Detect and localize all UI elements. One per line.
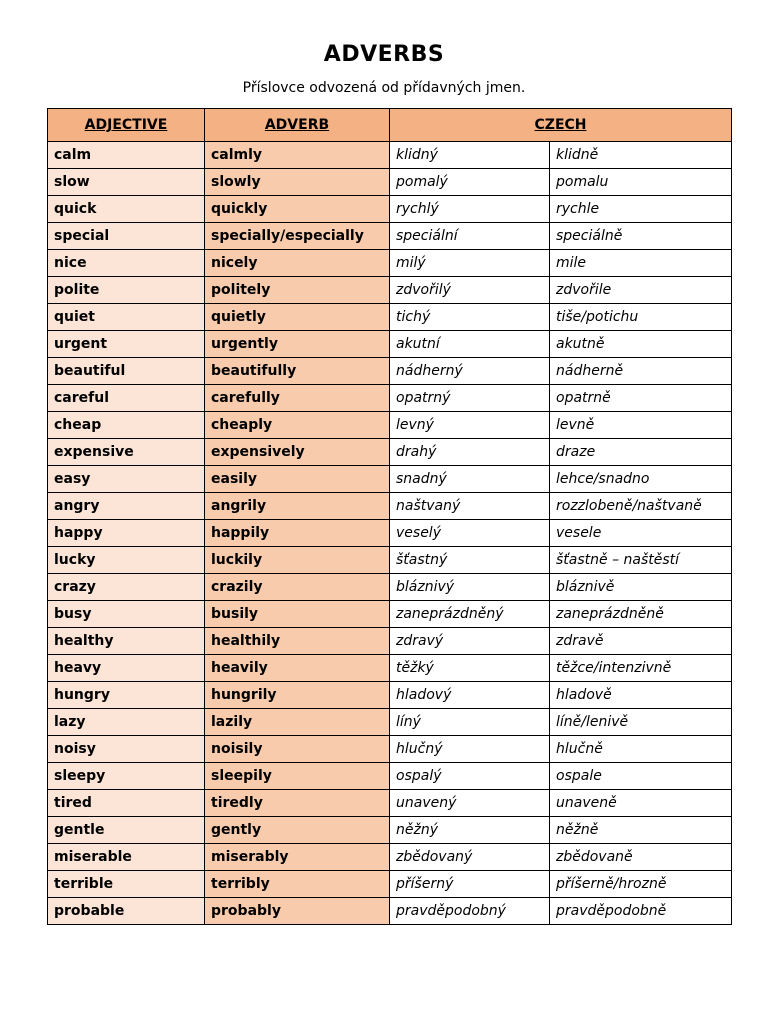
adverb-cell: nicely [205,250,390,277]
adverb-cell: busily [205,601,390,628]
adverb-cell: carefully [205,385,390,412]
table-row [48,304,732,331]
table-header-row [48,109,732,142]
czech-adverb-cell: hlučně [550,736,732,763]
table-row [48,655,732,682]
adverb-cell: calmly [205,142,390,169]
table-row [48,331,732,358]
adjective-cell: beautiful [48,358,205,385]
adverb-cell: heavily [205,655,390,682]
adverb-cell: specially/especially [205,223,390,250]
czech-adjective-cell: hladový [390,682,550,709]
czech-adverb-cell: zbědovaně [550,844,732,871]
adverb-cell: miserably [205,844,390,871]
table-row [48,250,732,277]
czech-adverb-cell: rozzlobeně/naštvaně [550,493,732,520]
adjective-cell: quick [48,196,205,223]
adjective-cell: lucky [48,547,205,574]
adjective-cell: sleepy [48,763,205,790]
adjective-cell: gentle [48,817,205,844]
czech-adjective-cell: unavený [390,790,550,817]
adverb-cell: expensively [205,439,390,466]
table-row [48,898,732,925]
adverb-cell: healthily [205,628,390,655]
czech-adverb-cell: příšerně/hrozně [550,871,732,898]
adverb-cell: lazily [205,709,390,736]
table-row [48,763,732,790]
adverb-cell: luckily [205,547,390,574]
czech-adverb-cell: líně/lenivě [550,709,732,736]
table-row [48,520,732,547]
czech-adjective-cell: snadný [390,466,550,493]
czech-adjective-cell: šťastný [390,547,550,574]
table-row [48,844,732,871]
adverb-cell: gently [205,817,390,844]
czech-adjective-cell: zbědovaný [390,844,550,871]
czech-adverb-cell: tiše/potichu [550,304,732,331]
table-body [48,142,732,925]
czech-adjective-cell: zdravý [390,628,550,655]
adjective-cell: nice [48,250,205,277]
adverb-cell: urgently [205,331,390,358]
czech-adverb-cell: vesele [550,520,732,547]
adjective-cell: slow [48,169,205,196]
czech-adjective-cell: pomalý [390,169,550,196]
czech-adverb-cell: opatrně [550,385,732,412]
table-row [48,601,732,628]
adjective-cell: miserable [48,844,205,871]
czech-adverb-cell: zdvořile [550,277,732,304]
czech-adjective-cell: drahý [390,439,550,466]
adjective-cell: calm [48,142,205,169]
czech-adverb-cell: zdravě [550,628,732,655]
czech-adjective-cell: něžný [390,817,550,844]
czech-adverb-cell: akutně [550,331,732,358]
czech-adverb-cell: mile [550,250,732,277]
adjective-cell: healthy [48,628,205,655]
table-row [48,628,732,655]
table-row [48,142,732,169]
czech-adverb-cell: lehce/snadno [550,466,732,493]
adjective-cell: tired [48,790,205,817]
adjective-cell: busy [48,601,205,628]
adjective-cell: angry [48,493,205,520]
czech-adverb-cell: levně [550,412,732,439]
adverb-cell: noisily [205,736,390,763]
adverb-cell: tiredly [205,790,390,817]
table-row [48,871,732,898]
table-row [48,709,732,736]
czech-adverb-cell: těžce/intenzivně [550,655,732,682]
czech-adjective-cell: levný [390,412,550,439]
table-row [48,817,732,844]
adjective-cell: heavy [48,655,205,682]
adjective-cell: terrible [48,871,205,898]
czech-adverb-cell: šťastně – naštěstí [550,547,732,574]
adjective-cell: special [48,223,205,250]
table-row [48,223,732,250]
adverbs-table [47,108,732,925]
table-row [48,412,732,439]
czech-adjective-cell: líný [390,709,550,736]
table-row [48,385,732,412]
czech-adjective-cell: příšerný [390,871,550,898]
adjective-cell: cheap [48,412,205,439]
czech-adverb-cell: rychle [550,196,732,223]
adverb-cell: cheaply [205,412,390,439]
czech-adjective-cell: zaneprázdněný [390,601,550,628]
adjective-cell: lazy [48,709,205,736]
table-row [48,196,732,223]
adjective-cell: crazy [48,574,205,601]
adverb-cell: slowly [205,169,390,196]
header-adjective: ADJECTIVE [48,109,205,142]
adverb-cell: crazily [205,574,390,601]
table-row [48,574,732,601]
czech-adjective-cell: ospalý [390,763,550,790]
table-row [48,493,732,520]
czech-adjective-cell: klidný [390,142,550,169]
adverb-cell: terribly [205,871,390,898]
table-row [48,466,732,493]
czech-adjective-cell: tichý [390,304,550,331]
adverb-cell: probably [205,898,390,925]
czech-adverb-cell: zaneprázdněně [550,601,732,628]
czech-adjective-cell: akutní [390,331,550,358]
table-row [48,439,732,466]
table-row [48,277,732,304]
table-row [48,682,732,709]
czech-adjective-cell: hlučný [390,736,550,763]
adjective-cell: happy [48,520,205,547]
adverb-cell: hungrily [205,682,390,709]
czech-adverb-cell: pravděpodobně [550,898,732,925]
czech-adjective-cell: bláznivý [390,574,550,601]
adverb-cell: beautifully [205,358,390,385]
adjective-cell: hungry [48,682,205,709]
adverb-cell: easily [205,466,390,493]
adverb-cell: quietly [205,304,390,331]
adverb-cell: happily [205,520,390,547]
czech-adjective-cell: rychlý [390,196,550,223]
header-czech: CZECH [390,109,732,142]
adjective-cell: urgent [48,331,205,358]
adverb-cell: politely [205,277,390,304]
czech-adverb-cell: ospale [550,763,732,790]
czech-adjective-cell: veselý [390,520,550,547]
table-row [48,790,732,817]
table-row [48,547,732,574]
czech-adjective-cell: těžký [390,655,550,682]
czech-adjective-cell: nádherný [390,358,550,385]
table-row [48,169,732,196]
czech-adjective-cell: zdvořilý [390,277,550,304]
czech-adjective-cell: pravděpodobný [390,898,550,925]
czech-adverb-cell: nádherně [550,358,732,385]
adjective-cell: polite [48,277,205,304]
table-row [48,736,732,763]
czech-adjective-cell: opatrný [390,385,550,412]
adverb-cell: sleepily [205,763,390,790]
adverb-cell: quickly [205,196,390,223]
adjective-cell: expensive [48,439,205,466]
adjective-cell: careful [48,385,205,412]
czech-adverb-cell: klidně [550,142,732,169]
adverb-cell: angrily [205,493,390,520]
page-subtitle: Příslovce odvozená od přídavných jmen. [242,80,526,96]
czech-adverb-cell: unaveně [550,790,732,817]
table-row [48,358,732,385]
czech-adverb-cell: bláznivě [550,574,732,601]
adjective-cell: easy [48,466,205,493]
adjective-cell: quiet [48,304,205,331]
czech-adverb-cell: něžně [550,817,732,844]
czech-adverb-cell: draze [550,439,732,466]
czech-adjective-cell: speciální [390,223,550,250]
czech-adverb-cell: speciálně [550,223,732,250]
czech-adverb-cell: pomalu [550,169,732,196]
czech-adjective-cell: milý [390,250,550,277]
czech-adverb-cell: hladově [550,682,732,709]
czech-adjective-cell: naštvaný [390,493,550,520]
adjective-cell: noisy [48,736,205,763]
adjective-cell: probable [48,898,205,925]
page-title: ADVERBS [323,42,445,67]
header-adverb: ADVERB [205,109,390,142]
